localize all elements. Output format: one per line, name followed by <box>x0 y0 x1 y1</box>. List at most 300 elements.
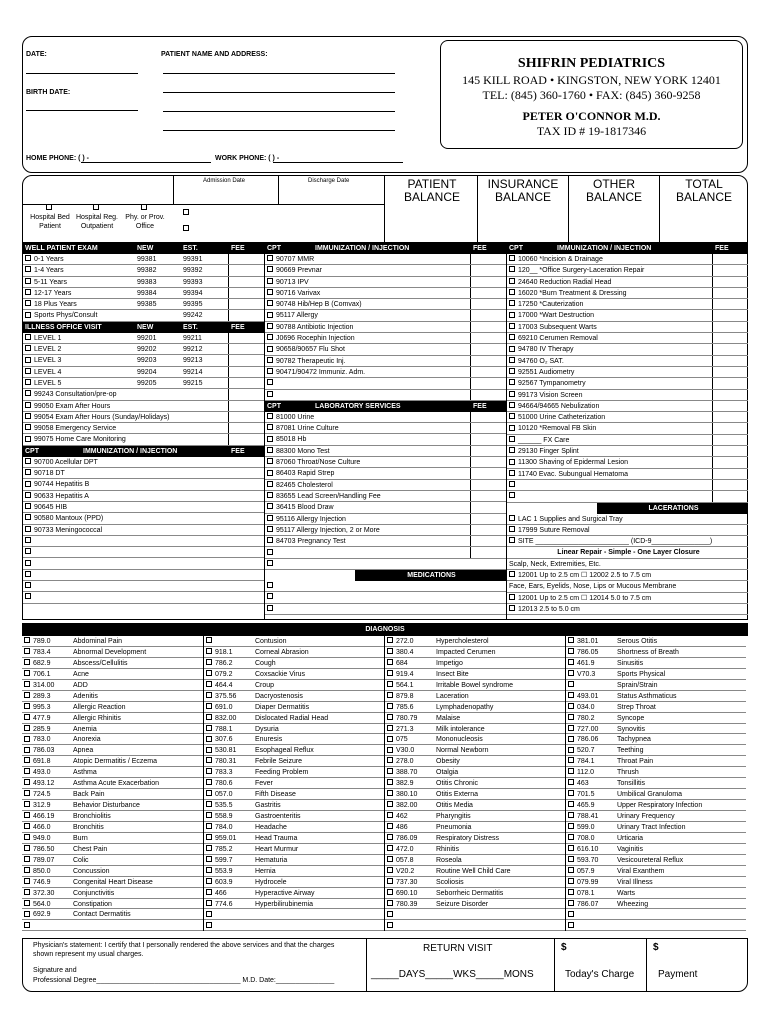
checkbox[interactable] <box>267 255 273 261</box>
checkbox[interactable] <box>387 725 393 731</box>
checkbox[interactable] <box>206 779 212 785</box>
procedure-row[interactable] <box>507 423 748 434</box>
checkbox[interactable] <box>509 605 515 611</box>
checkbox[interactable] <box>206 889 212 895</box>
fee-cell[interactable] <box>712 412 713 422</box>
fee-cell[interactable] <box>470 322 471 332</box>
checkbox[interactable] <box>568 703 574 709</box>
procedure-row[interactable] <box>265 412 506 423</box>
diagnosis-row[interactable] <box>22 899 203 910</box>
home-phone-label[interactable]: HOME PHONE: ( ) - <box>26 155 89 162</box>
diagnosis-row[interactable] <box>566 822 746 833</box>
diagnosis-row[interactable] <box>22 647 203 658</box>
diagnosis-row[interactable] <box>566 680 746 691</box>
procedure-row[interactable] <box>507 344 748 355</box>
checkbox[interactable] <box>387 790 393 796</box>
checkbox[interactable] <box>387 900 393 906</box>
checkbox[interactable] <box>24 867 30 873</box>
fee-cell[interactable] <box>470 457 471 467</box>
checkbox[interactable] <box>267 447 273 453</box>
procedure-row[interactable] <box>507 310 748 321</box>
fee-cell[interactable] <box>470 491 471 501</box>
checkbox[interactable] <box>387 757 393 763</box>
diagnosis-row[interactable] <box>204 909 384 920</box>
diagnosis-row[interactable] <box>385 877 565 888</box>
fee-cell[interactable] <box>470 468 471 478</box>
diagnosis-row[interactable] <box>22 822 203 833</box>
checkbox[interactable] <box>267 357 273 363</box>
checkbox[interactable] <box>24 736 30 742</box>
checkbox[interactable] <box>206 703 212 709</box>
procedure-row[interactable] <box>265 536 506 547</box>
procedure-row[interactable] <box>265 604 506 615</box>
checkbox[interactable] <box>206 812 212 818</box>
checkbox[interactable] <box>25 548 31 554</box>
procedure-row[interactable] <box>265 547 506 558</box>
diagnosis-row[interactable] <box>385 702 565 713</box>
procedure-row[interactable] <box>23 592 264 603</box>
procedure-row[interactable] <box>23 333 264 344</box>
checkbox[interactable] <box>25 334 31 340</box>
checkbox[interactable] <box>509 289 515 295</box>
checkbox[interactable] <box>387 922 393 928</box>
checkbox[interactable] <box>24 834 30 840</box>
procedure-row[interactable] <box>265 434 506 445</box>
diagnosis-row[interactable] <box>204 920 384 931</box>
procedure-row[interactable] <box>23 536 264 547</box>
diagnosis-row[interactable] <box>566 800 746 811</box>
diagnosis-row[interactable] <box>22 909 203 920</box>
checkbox[interactable] <box>387 648 393 654</box>
checkbox[interactable] <box>509 402 515 408</box>
place-hospital-outpatient[interactable] <box>75 204 119 231</box>
checkbox[interactable] <box>568 900 574 906</box>
diagnosis-row[interactable] <box>22 920 203 931</box>
checkbox[interactable] <box>206 790 212 796</box>
checkbox[interactable] <box>25 560 31 566</box>
checkbox[interactable] <box>24 768 30 774</box>
checkbox[interactable] <box>568 757 574 763</box>
checkbox[interactable] <box>387 659 393 665</box>
diagnosis-row[interactable] <box>204 833 384 844</box>
fee-cell[interactable] <box>228 367 229 377</box>
checkbox[interactable] <box>509 278 515 284</box>
checkbox[interactable] <box>267 515 273 521</box>
checkbox[interactable] <box>267 458 273 464</box>
procedure-row[interactable] <box>507 491 748 502</box>
checkbox[interactable] <box>206 736 212 742</box>
procedure-row[interactable] <box>507 333 748 344</box>
diagnosis-row[interactable] <box>204 866 384 877</box>
checkbox[interactable] <box>509 334 515 340</box>
procedure-row[interactable] <box>265 480 506 491</box>
checkbox[interactable] <box>568 659 574 665</box>
checkbox[interactable] <box>509 526 515 532</box>
procedure-row[interactable] <box>23 491 264 502</box>
checkbox[interactable] <box>267 436 273 442</box>
checkbox[interactable] <box>387 681 393 687</box>
checkbox[interactable] <box>509 470 515 476</box>
fee-cell[interactable] <box>470 423 471 433</box>
procedure-row[interactable] <box>23 547 264 558</box>
procedure-row[interactable] <box>265 344 506 355</box>
diagnosis-row[interactable] <box>204 899 384 910</box>
diagnosis-row[interactable] <box>204 680 384 691</box>
address-line-3[interactable] <box>163 130 395 131</box>
procedure-row[interactable] <box>507 514 748 525</box>
checkbox[interactable] <box>568 736 574 742</box>
checkbox[interactable] <box>267 289 273 295</box>
checkbox[interactable] <box>387 670 393 676</box>
checkbox[interactable] <box>509 357 515 363</box>
fee-cell[interactable] <box>470 344 471 354</box>
diagnosis-row[interactable] <box>566 734 746 745</box>
diagnosis-row[interactable] <box>385 745 565 756</box>
diagnosis-row[interactable] <box>204 877 384 888</box>
checkbox[interactable] <box>267 300 273 306</box>
diagnosis-row[interactable] <box>566 833 746 844</box>
diagnosis-row[interactable] <box>385 811 565 822</box>
fee-cell[interactable] <box>228 277 229 287</box>
checkbox[interactable] <box>267 549 273 555</box>
checkbox[interactable] <box>25 526 31 532</box>
procedure-row[interactable] <box>265 525 506 536</box>
diagnosis-row[interactable] <box>566 669 746 680</box>
diagnosis-row[interactable] <box>566 866 746 877</box>
checkbox[interactable] <box>206 681 212 687</box>
work-phone-field[interactable] <box>273 162 403 163</box>
diagnosis-row[interactable] <box>22 833 203 844</box>
diagnosis-row[interactable] <box>204 778 384 789</box>
procedure-row[interactable] <box>265 299 506 310</box>
checkbox[interactable] <box>206 856 212 862</box>
diagnosis-row[interactable] <box>204 888 384 899</box>
diagnosis-row[interactable] <box>566 844 746 855</box>
diagnosis-row[interactable] <box>204 658 384 669</box>
fee-cell[interactable] <box>470 310 471 320</box>
diagnosis-row[interactable] <box>566 713 746 724</box>
checkbox[interactable] <box>206 823 212 829</box>
diagnosis-row[interactable] <box>204 647 384 658</box>
procedure-row[interactable] <box>507 570 748 581</box>
signature-line[interactable]: Professional Degree_____________________________________ M.D. Date:_______________ <box>33 977 335 984</box>
fee-cell[interactable] <box>470 434 471 444</box>
checkbox[interactable] <box>387 867 393 873</box>
procedure-row[interactable] <box>265 502 506 513</box>
place-office[interactable] <box>123 204 167 231</box>
checkbox[interactable] <box>267 470 273 476</box>
fee-cell[interactable] <box>470 254 471 264</box>
checkbox[interactable] <box>24 845 30 851</box>
fee-cell[interactable] <box>470 277 471 287</box>
procedure-row[interactable] <box>23 434 264 445</box>
checkbox[interactable] <box>509 515 515 521</box>
diagnosis-row[interactable] <box>385 899 565 910</box>
procedure-row[interactable] <box>265 491 506 502</box>
procedure-row[interactable] <box>265 390 506 401</box>
fee-cell[interactable] <box>712 265 713 275</box>
checkbox[interactable] <box>25 436 31 442</box>
procedure-row[interactable] <box>23 265 264 276</box>
diagnosis-row[interactable] <box>22 888 203 899</box>
procedure-row[interactable] <box>265 356 506 367</box>
fee-cell[interactable] <box>470 536 471 546</box>
fee-cell[interactable] <box>712 310 713 320</box>
checkbox[interactable] <box>568 867 574 873</box>
procedure-row[interactable] <box>23 288 264 299</box>
procedure-row[interactable] <box>507 254 748 265</box>
checkbox[interactable] <box>267 379 273 385</box>
diagnosis-row[interactable] <box>22 756 203 767</box>
diagnosis-row[interactable] <box>22 658 203 669</box>
checkbox[interactable] <box>568 692 574 698</box>
procedure-row[interactable] <box>507 446 748 457</box>
checkbox[interactable] <box>25 503 31 509</box>
checkbox[interactable] <box>267 424 273 430</box>
diagnosis-row[interactable] <box>204 745 384 756</box>
checkbox[interactable] <box>509 492 515 498</box>
procedure-row[interactable] <box>507 378 748 389</box>
fee-cell[interactable] <box>470 333 471 343</box>
checkbox[interactable] <box>206 922 212 928</box>
diagnosis-row[interactable] <box>385 789 565 800</box>
checkbox[interactable] <box>24 703 30 709</box>
address-line-2[interactable] <box>163 111 395 112</box>
checkbox[interactable] <box>509 312 515 318</box>
procedure-row[interactable] <box>23 581 264 592</box>
checkbox[interactable] <box>387 801 393 807</box>
procedure-row[interactable] <box>23 299 264 310</box>
checkbox[interactable] <box>568 637 574 643</box>
diagnosis-row[interactable] <box>385 855 565 866</box>
checkbox[interactable] <box>267 323 273 329</box>
checkbox[interactable] <box>24 889 30 895</box>
checkbox[interactable] <box>267 481 273 487</box>
checkbox[interactable] <box>509 368 515 374</box>
procedure-row[interactable] <box>507 525 748 536</box>
fee-cell[interactable] <box>712 401 713 411</box>
diagnosis-row[interactable] <box>204 811 384 822</box>
checkbox[interactable] <box>267 368 273 374</box>
procedure-row[interactable] <box>507 469 748 480</box>
checkbox[interactable] <box>24 790 30 796</box>
diagnosis-row[interactable] <box>22 811 203 822</box>
checkbox[interactable] <box>509 346 515 352</box>
checkbox[interactable] <box>25 593 31 599</box>
fee-cell[interactable] <box>712 288 713 298</box>
fee-cell[interactable] <box>712 367 713 377</box>
fee-cell[interactable] <box>228 344 229 354</box>
fee-cell[interactable] <box>470 502 471 512</box>
diagnosis-row[interactable] <box>385 647 565 658</box>
procedure-row[interactable] <box>23 367 264 378</box>
procedure-row[interactable] <box>265 423 506 434</box>
diagnosis-row[interactable] <box>566 789 746 800</box>
fee-cell[interactable] <box>712 390 713 400</box>
procedure-row[interactable] <box>507 412 748 423</box>
checkbox[interactable] <box>267 334 273 340</box>
diagnosis-row[interactable] <box>385 691 565 702</box>
checkbox[interactable] <box>568 801 574 807</box>
diagnosis-row[interactable] <box>204 800 384 811</box>
diagnosis-row[interactable] <box>566 877 746 888</box>
diagnosis-row[interactable] <box>385 800 565 811</box>
checkbox[interactable] <box>25 390 31 396</box>
todays-charge-amount[interactable]: $ <box>561 942 567 953</box>
checkbox[interactable] <box>387 878 393 884</box>
diagnosis-row[interactable] <box>566 888 746 899</box>
checkbox[interactable] <box>568 911 574 917</box>
checkbox[interactable] <box>24 648 30 654</box>
address-line-1[interactable] <box>163 92 395 93</box>
procedure-row[interactable] <box>23 423 264 434</box>
procedure-row[interactable] <box>507 435 748 446</box>
checkbox[interactable] <box>25 255 31 261</box>
checkbox[interactable] <box>568 823 574 829</box>
checkbox[interactable] <box>24 637 30 643</box>
checkbox[interactable] <box>24 659 30 665</box>
diagnosis-row[interactable] <box>385 778 565 789</box>
checkbox[interactable] <box>568 670 574 676</box>
diagnosis-row[interactable] <box>204 669 384 680</box>
diagnosis-row[interactable] <box>22 636 203 647</box>
procedure-row[interactable] <box>507 401 748 412</box>
fee-cell[interactable] <box>712 254 713 264</box>
diagnosis-row[interactable] <box>22 778 203 789</box>
checkbox[interactable] <box>387 736 393 742</box>
checkbox[interactable] <box>24 747 30 753</box>
checkbox[interactable] <box>206 637 212 643</box>
checkbox[interactable] <box>24 779 30 785</box>
diagnosis-row[interactable] <box>385 866 565 877</box>
checkbox[interactable] <box>24 725 30 731</box>
procedure-row[interactable] <box>23 468 264 479</box>
fee-cell[interactable] <box>470 299 471 309</box>
diagnosis-row[interactable] <box>566 636 746 647</box>
procedure-row[interactable] <box>507 390 748 401</box>
checkbox[interactable] <box>25 312 31 318</box>
fee-cell[interactable] <box>470 480 471 490</box>
fee-cell[interactable] <box>228 401 229 411</box>
checkbox[interactable] <box>25 379 31 385</box>
checkbox[interactable] <box>568 790 574 796</box>
checkbox[interactable] <box>24 801 30 807</box>
fee-cell[interactable] <box>712 322 713 332</box>
checkbox[interactable] <box>206 911 212 917</box>
checkbox[interactable] <box>568 747 574 753</box>
diagnosis-row[interactable] <box>566 658 746 669</box>
fee-cell[interactable] <box>470 367 471 377</box>
procedure-row[interactable] <box>265 468 506 479</box>
diagnosis-row[interactable] <box>22 724 203 735</box>
diagnosis-row[interactable] <box>566 702 746 713</box>
fee-cell[interactable] <box>712 457 713 467</box>
procedure-row[interactable] <box>507 322 748 333</box>
diagnosis-row[interactable] <box>22 767 203 778</box>
checkbox[interactable] <box>25 537 31 543</box>
diagnosis-row[interactable] <box>22 713 203 724</box>
checkbox[interactable] <box>509 594 515 600</box>
diagnosis-row[interactable] <box>385 636 565 647</box>
procedure-row[interactable] <box>23 525 264 536</box>
checkbox[interactable] <box>206 757 212 763</box>
checkbox[interactable] <box>387 845 393 851</box>
payment-amount[interactable]: $ <box>653 942 659 953</box>
procedure-row[interactable] <box>507 593 748 604</box>
fee-cell[interactable] <box>228 355 229 365</box>
diagnosis-row[interactable] <box>204 767 384 778</box>
procedure-row[interactable] <box>507 536 748 547</box>
place-option-checkbox[interactable] <box>183 226 192 233</box>
checkbox[interactable] <box>267 503 273 509</box>
diagnosis-row[interactable] <box>566 909 746 920</box>
fee-cell[interactable] <box>228 434 229 444</box>
checkbox[interactable] <box>25 357 31 363</box>
fee-cell[interactable] <box>228 378 229 388</box>
work-phone-label[interactable]: WORK PHONE: ( ) - <box>215 155 280 162</box>
checkbox[interactable] <box>206 648 212 654</box>
diagnosis-row[interactable] <box>385 713 565 724</box>
procedure-row[interactable] <box>507 265 748 276</box>
procedure-row[interactable] <box>507 299 748 310</box>
diagnosis-row[interactable] <box>204 636 384 647</box>
checkbox[interactable] <box>24 714 30 720</box>
patient-name-field[interactable] <box>163 73 395 74</box>
fee-cell[interactable] <box>228 389 229 399</box>
procedure-row[interactable] <box>265 581 506 592</box>
diagnosis-row[interactable] <box>22 844 203 855</box>
checkbox[interactable] <box>25 266 31 272</box>
procedure-row[interactable] <box>23 310 264 321</box>
checkbox[interactable] <box>25 300 31 306</box>
diagnosis-row[interactable] <box>22 734 203 745</box>
diagnosis-row[interactable] <box>385 669 565 680</box>
diagnosis-row[interactable] <box>385 724 565 735</box>
fee-cell[interactable] <box>470 514 471 524</box>
procedure-row[interactable] <box>265 277 506 288</box>
checkbox[interactable] <box>387 812 393 818</box>
checkbox[interactable] <box>267 492 273 498</box>
fee-cell[interactable] <box>470 378 471 388</box>
checkbox[interactable] <box>387 637 393 643</box>
diagnosis-row[interactable] <box>22 789 203 800</box>
checkbox[interactable] <box>25 402 31 408</box>
checkbox[interactable] <box>24 856 30 862</box>
checkbox[interactable] <box>509 379 515 385</box>
procedure-row[interactable] <box>23 344 264 355</box>
fee-cell[interactable] <box>470 390 471 400</box>
checkbox[interactable] <box>509 323 515 329</box>
diagnosis-row[interactable] <box>566 811 746 822</box>
procedure-row[interactable] <box>23 570 264 581</box>
diagnosis-row[interactable] <box>385 658 565 669</box>
checkbox[interactable] <box>25 278 31 284</box>
procedure-row[interactable] <box>265 592 506 603</box>
procedure-row[interactable] <box>23 378 264 389</box>
fee-cell[interactable] <box>712 491 713 501</box>
diagnosis-row[interactable] <box>385 680 565 691</box>
procedure-row[interactable] <box>265 367 506 378</box>
procedure-row[interactable] <box>507 277 748 288</box>
checkbox[interactable] <box>24 812 30 818</box>
checkbox[interactable] <box>568 878 574 884</box>
diagnosis-row[interactable] <box>22 877 203 888</box>
checkbox[interactable] <box>24 900 30 906</box>
procedure-row[interactable] <box>23 412 264 423</box>
diagnosis-row[interactable] <box>385 920 565 931</box>
procedure-row[interactable] <box>23 558 264 569</box>
checkbox[interactable] <box>267 266 273 272</box>
